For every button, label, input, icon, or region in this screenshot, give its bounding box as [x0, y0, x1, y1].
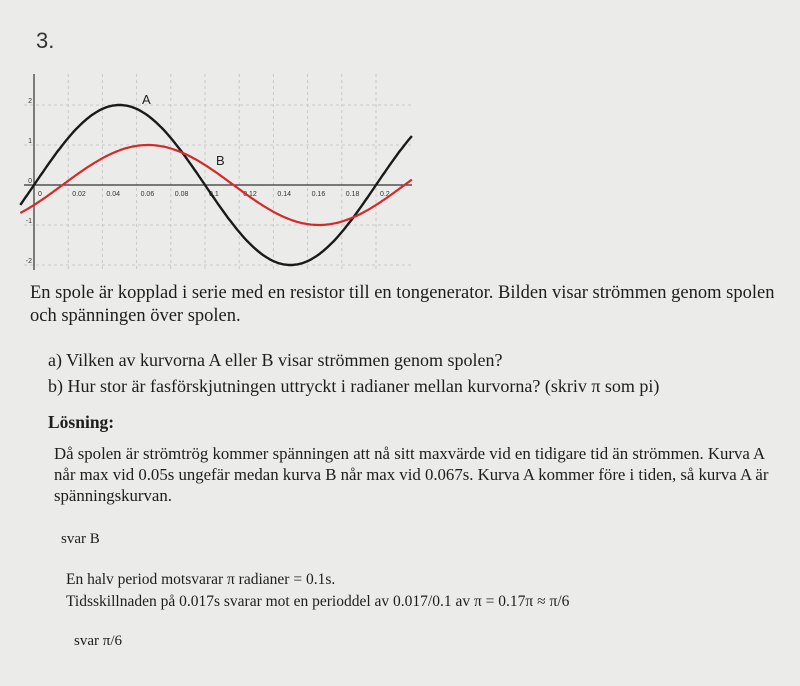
x-tick-label: 0 — [38, 191, 42, 198]
y-tick-label: -1 — [25, 218, 32, 225]
x-tick-label: 0.04 — [106, 191, 121, 198]
x-tick-label: 0.02 — [72, 191, 86, 198]
x-tick-label: 0.08 — [174, 191, 189, 198]
x-tick-label: 0.14 — [277, 191, 292, 198]
x-tick-label: 0.12 — [243, 191, 257, 198]
x-tick-label: 0.1 — [209, 191, 219, 198]
y-tick-labels — [26, 98, 32, 265]
question-b: b) Hur stor är fasförskjutningen uttryckt i radianer mellan kurvorna? (skriv π som pi) — [48, 376, 660, 396]
problem-number: 3. — [36, 28, 55, 53]
x-tick-label: 0.06 — [140, 191, 155, 198]
question-a: a) Vilken av kurvorna A eller B visar strömmen genom spolen? — [48, 350, 503, 370]
y-tick-label: -2 — [25, 258, 32, 265]
curve-b-label: B — [216, 153, 225, 168]
answer-a: svar B — [61, 531, 100, 547]
x-tick-label: 0.18 — [345, 191, 360, 198]
y-tick-label: 2 — [28, 98, 32, 105]
x-tick-label: 0.16 — [311, 191, 326, 198]
solution-text: Då spolen är strömtrög kommer spänningen att nå sitt maxvärde vid en tidigare tid än strömmen. Kurva A når max vid 0.05s ungefär medan kurva B når max vid 0.067s. Kurva A kommer före i tiden, så kurva A är spänningskurvan. — [54, 444, 769, 505]
x-tick-label: 0.2 — [380, 191, 390, 198]
wave-graph — [14, 62, 414, 272]
half-period-text: En halv period motsvarar π radianer = 0.1s. — [66, 571, 336, 588]
y-tick-label: 1 — [28, 138, 32, 145]
solution-heading: Lösning: — [48, 412, 115, 432]
y-tick-label: 0 — [28, 178, 32, 185]
answer-b: svar π/6 — [74, 633, 122, 649]
time-difference-text: Tidsskillnaden på 0.017s svarar mot en perioddel av 0.017/0.1 av π = 0.17π ≈ π/6 — [66, 593, 570, 610]
curve-a-label: A — [142, 92, 151, 107]
problem-intro: En spole är kopplad i serie med en resistor till en tongenerator. Bilden visar strömmen genom spolen och spänningen över spolen. — [30, 283, 775, 327]
